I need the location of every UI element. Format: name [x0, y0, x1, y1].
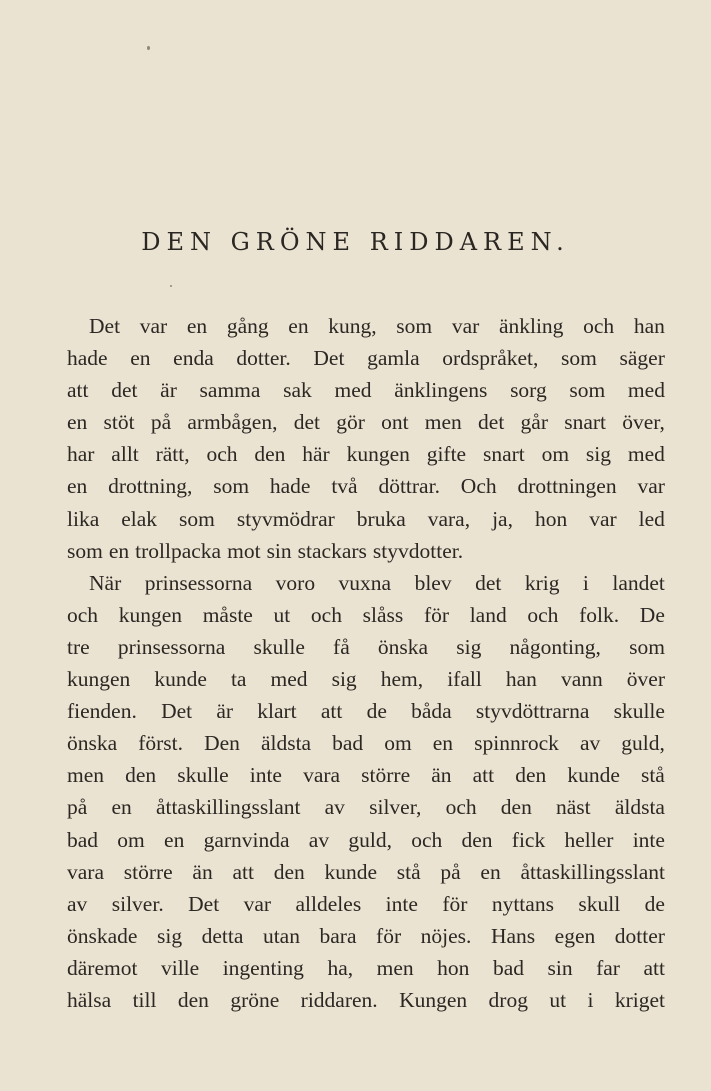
word: De	[639, 602, 665, 627]
word: av	[308, 827, 330, 852]
word: rätt,	[155, 442, 190, 467]
word: men	[376, 955, 414, 980]
word: den	[500, 795, 532, 820]
word: kungen	[346, 442, 410, 467]
word: garnvinda	[203, 827, 290, 852]
word: har	[67, 442, 95, 467]
word: en	[108, 538, 130, 563]
word: äldsta	[614, 795, 665, 820]
word: att	[643, 955, 665, 980]
word: önskade	[67, 923, 138, 948]
word: egen	[554, 923, 596, 948]
word: stöt	[103, 410, 135, 435]
word: här	[302, 442, 330, 467]
word: med	[334, 378, 372, 403]
word: skulle	[613, 699, 665, 724]
word: sorg	[510, 378, 547, 403]
word: för	[376, 923, 402, 948]
word: ville	[160, 955, 200, 980]
word: spinnrock	[474, 731, 559, 756]
word: änkling	[498, 314, 564, 338]
paper-speck	[147, 46, 150, 50]
word: än	[431, 763, 452, 788]
word: en	[111, 795, 132, 820]
word: krig	[524, 570, 560, 595]
word: bad	[492, 955, 524, 980]
word: tre	[67, 634, 90, 659]
word: på	[67, 795, 88, 820]
word: sak	[283, 378, 312, 403]
word: mot	[227, 538, 261, 563]
word: ja,	[492, 506, 513, 531]
word: och	[310, 602, 342, 627]
word: större	[123, 859, 173, 884]
word: voro	[275, 570, 316, 595]
word: två	[331, 474, 358, 499]
word: är	[160, 378, 177, 403]
word: döttrar.	[378, 474, 440, 499]
word: stackars	[297, 538, 367, 563]
word: däremot	[67, 955, 138, 980]
word: de	[644, 891, 665, 916]
word: men	[67, 763, 105, 788]
word: en	[67, 474, 88, 499]
word: och	[583, 314, 615, 338]
word: det	[293, 410, 320, 435]
word: ut	[273, 602, 291, 627]
word: om	[117, 827, 145, 852]
word: silver.	[111, 891, 164, 916]
text-line	[67, 631, 665, 663]
word: säger	[619, 346, 665, 371]
word: far	[596, 955, 620, 980]
word: en	[130, 346, 151, 371]
word: vara	[303, 763, 341, 788]
word: på	[440, 859, 461, 884]
word: riddaren.	[300, 987, 378, 1012]
word: bara	[319, 923, 357, 948]
word: skull	[578, 891, 621, 916]
word: måste	[202, 602, 253, 627]
word: var	[589, 506, 617, 531]
word: trollpacka	[135, 538, 222, 563]
word: klart	[257, 699, 297, 724]
word: med	[627, 442, 665, 467]
text-line	[67, 535, 665, 567]
word: går	[520, 410, 548, 435]
word: som	[213, 474, 250, 499]
word: skulle	[177, 763, 229, 788]
text-line	[67, 952, 665, 984]
word: gör	[336, 410, 365, 435]
word: om	[384, 731, 412, 756]
word: inte	[385, 891, 418, 916]
word: vara,	[427, 506, 471, 531]
word: först.	[138, 731, 184, 756]
word: som	[67, 538, 103, 563]
word: styvmödrar	[236, 506, 335, 531]
word: ont	[381, 410, 409, 435]
word: som	[396, 314, 433, 338]
word: led	[638, 506, 665, 531]
word: detta	[201, 923, 244, 948]
word: styvdöttrarna	[475, 699, 590, 724]
word: Det	[313, 346, 345, 371]
word: prinsessorna	[144, 570, 253, 595]
word: Det	[188, 891, 220, 916]
word: enda	[173, 346, 214, 371]
word: kunde	[567, 763, 620, 788]
word: större	[361, 763, 411, 788]
word: och	[411, 827, 443, 852]
word: fienden.	[67, 699, 137, 724]
text-line	[67, 342, 665, 374]
word: med	[270, 667, 308, 692]
word: än	[192, 859, 213, 884]
word: som	[629, 634, 665, 659]
text-line	[67, 310, 665, 342]
word: den	[273, 859, 305, 884]
word: kungen	[67, 667, 131, 692]
word: heller	[564, 827, 614, 852]
text-line	[67, 470, 665, 502]
word: folk.	[579, 602, 620, 627]
word: gång	[226, 314, 269, 338]
word: var	[243, 891, 272, 916]
word: stå	[396, 859, 421, 884]
word: var	[139, 314, 168, 338]
word: samma	[199, 378, 261, 403]
word: för	[442, 891, 468, 916]
word: han	[633, 314, 665, 338]
word: ifall	[447, 667, 482, 692]
chapter-title: DEN GRÖNE RIDDAREN.	[141, 228, 570, 256]
word: hem,	[380, 667, 424, 692]
text-line	[67, 406, 665, 438]
word: och	[445, 795, 477, 820]
word: han	[505, 667, 537, 692]
word: de	[366, 699, 387, 724]
word: en	[186, 314, 208, 338]
word: ordspråket,	[442, 346, 539, 371]
word: änklingens	[394, 378, 488, 403]
word: för	[423, 602, 450, 627]
word: ta	[230, 667, 247, 692]
word: att	[320, 699, 343, 724]
word: kunde	[324, 859, 378, 884]
word: en	[164, 827, 185, 852]
text-line	[67, 695, 665, 727]
word: nyttans	[491, 891, 554, 916]
word: inte	[249, 763, 282, 788]
word: snart	[564, 410, 606, 435]
word: båda	[411, 699, 452, 724]
word: äldsta	[260, 731, 312, 756]
word: det	[478, 410, 505, 435]
word: den	[461, 827, 493, 852]
text-line	[67, 374, 665, 406]
word: När	[89, 570, 122, 595]
text-line	[67, 920, 665, 952]
word: det	[475, 570, 502, 595]
word: elak	[121, 506, 158, 531]
word: sig	[331, 667, 357, 692]
word: av	[579, 731, 601, 756]
text-line	[67, 503, 665, 535]
word: kung,	[328, 314, 377, 338]
word: men	[424, 410, 462, 435]
word: en	[480, 859, 501, 884]
word: guld,	[621, 731, 665, 756]
word: den	[254, 442, 286, 467]
word: vuxna	[338, 570, 392, 595]
text-line	[67, 888, 665, 920]
word: gröne	[230, 987, 280, 1012]
word: gifte	[426, 442, 467, 467]
word: Kungen	[399, 987, 468, 1012]
word: landet	[612, 570, 665, 595]
word: sig	[585, 442, 612, 467]
word: hon	[437, 955, 470, 980]
word: Och	[460, 474, 497, 499]
word: ha,	[327, 955, 354, 980]
text-line	[67, 567, 665, 599]
word: fick	[511, 827, 546, 852]
word: näst	[556, 795, 591, 820]
word: över,	[622, 410, 665, 435]
word: vara	[67, 859, 104, 884]
word: lika	[67, 506, 100, 531]
word: allt	[111, 442, 139, 467]
word: bruka	[356, 506, 406, 531]
text-line	[67, 791, 665, 823]
word: att	[472, 763, 495, 788]
word: kungen	[118, 602, 183, 627]
word: stå	[640, 763, 665, 788]
word: drottningen	[517, 474, 617, 499]
word: land	[469, 602, 507, 627]
word: åttaskillingsslant	[520, 859, 665, 884]
word: hälsa	[67, 987, 112, 1012]
word: utan	[262, 923, 300, 948]
paper-speck	[170, 285, 172, 287]
word: kriget	[614, 987, 665, 1012]
word: i	[587, 987, 594, 1012]
word: inte	[632, 827, 665, 852]
word: prinsessorna	[117, 634, 226, 659]
word: Hans	[490, 923, 536, 948]
word: önska	[377, 634, 429, 659]
word: sig	[156, 923, 183, 948]
word: hade	[67, 346, 108, 371]
word: slåss	[362, 602, 404, 627]
word: den	[125, 763, 157, 788]
word: och	[206, 442, 238, 467]
word: hon	[534, 506, 568, 531]
word: sin	[266, 538, 292, 563]
word: det	[111, 378, 138, 403]
word: alldeles	[295, 891, 362, 916]
word: ut	[549, 987, 567, 1012]
word: sin	[547, 955, 573, 980]
word: dotter	[614, 923, 665, 948]
word: som	[179, 506, 215, 531]
text-line	[67, 856, 665, 888]
word: nöjes.	[420, 923, 472, 948]
text-line	[67, 663, 665, 695]
word: om	[541, 442, 570, 467]
word: Det	[89, 314, 121, 338]
text-line	[67, 759, 665, 791]
word: ingenting	[222, 955, 304, 980]
word: Det	[161, 699, 193, 724]
word: få	[333, 634, 350, 659]
word: till	[132, 987, 157, 1012]
word: blev	[414, 570, 452, 595]
word: bad	[67, 827, 99, 852]
word: en	[432, 731, 454, 756]
word: silver,	[369, 795, 422, 820]
word: skulle	[253, 634, 305, 659]
word: att	[232, 859, 254, 884]
word: med	[627, 378, 665, 403]
text-line	[67, 984, 665, 1016]
body-text	[67, 310, 665, 1016]
word: hade	[269, 474, 311, 499]
text-line	[67, 599, 665, 631]
word: som	[569, 378, 606, 403]
word: i	[582, 570, 589, 595]
word: Den	[204, 731, 240, 756]
word: en	[288, 314, 309, 338]
word: var	[637, 474, 665, 499]
word: vann	[560, 667, 603, 692]
word: snart	[482, 442, 525, 467]
word: av	[67, 891, 88, 916]
text-line	[67, 438, 665, 470]
word: styvdotter.	[372, 538, 464, 563]
word: att	[67, 378, 89, 403]
word: och	[527, 602, 559, 627]
word: någonting,	[509, 634, 601, 659]
text-line	[67, 727, 665, 759]
word: drog	[488, 987, 528, 1012]
word: sig	[456, 634, 482, 659]
word: bad	[332, 731, 364, 756]
word: av	[324, 795, 345, 820]
word: den	[177, 987, 209, 1012]
word: drottning,	[108, 474, 193, 499]
word: önska	[67, 731, 118, 756]
word: är	[216, 699, 234, 724]
word: dotter.	[236, 346, 291, 371]
text-line	[67, 824, 665, 856]
word: guld,	[348, 827, 392, 852]
word: på	[150, 410, 172, 435]
word: och	[67, 602, 99, 627]
word: gamla	[367, 346, 420, 371]
word: över	[626, 667, 665, 692]
word: den	[515, 763, 547, 788]
word: åttaskillingsslant	[155, 795, 301, 820]
word: armbågen,	[187, 410, 278, 435]
word: som	[561, 346, 597, 371]
word: var	[451, 314, 480, 338]
word: kunde	[154, 667, 207, 692]
word: en	[67, 410, 88, 435]
